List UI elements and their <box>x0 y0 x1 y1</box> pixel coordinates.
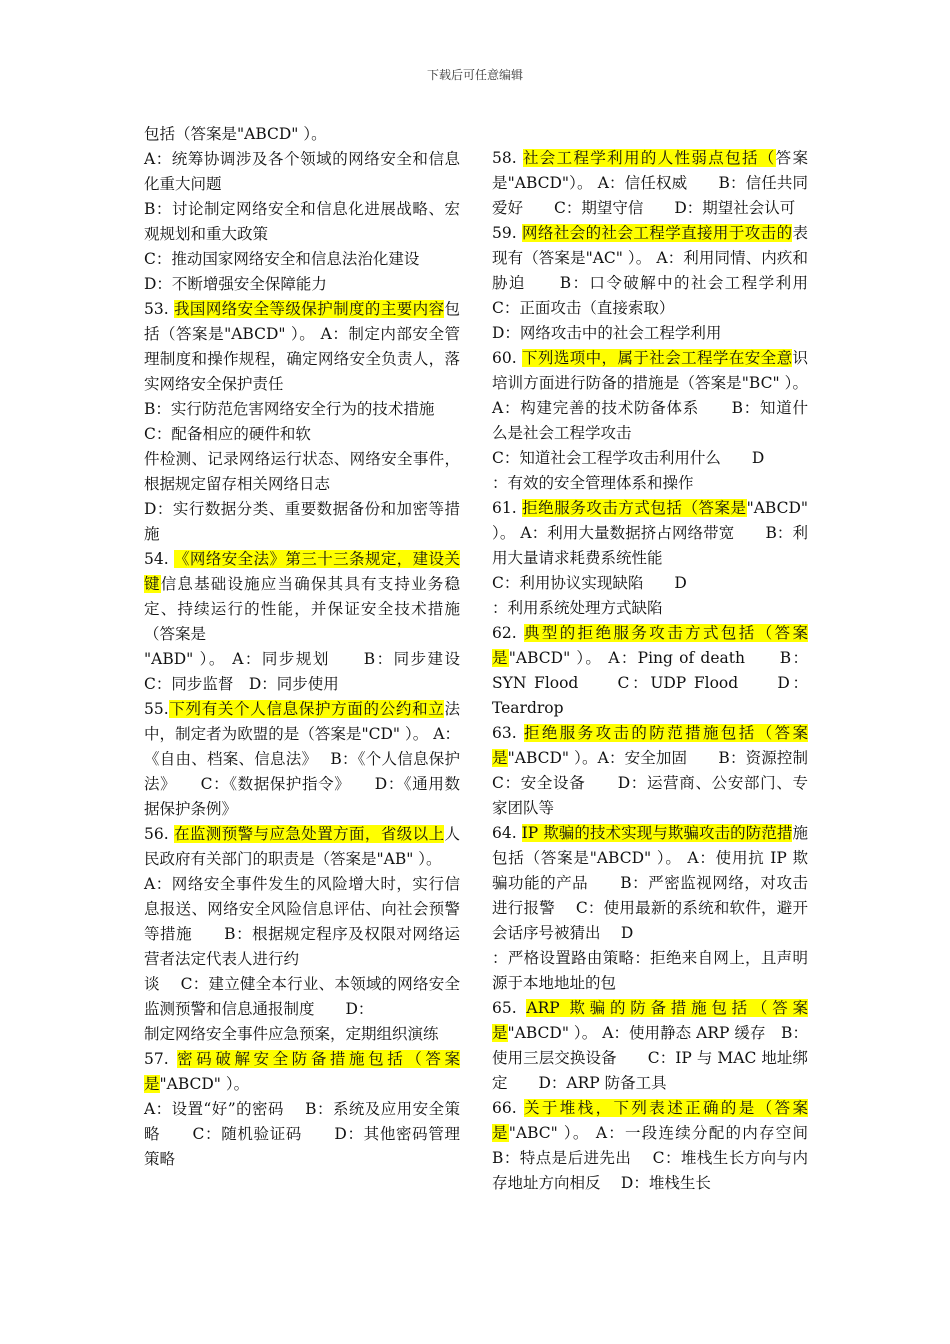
highlighted-question: 我国网络安全等级保护制度的主要内容 <box>174 300 445 318</box>
question-text: "ABCD" ）。 A：Ping of death B：SYN Flood C：UDP Flood D：Teardrop <box>492 649 808 717</box>
question-54 <box>144 547 460 647</box>
highlighted-question: 《网络安全法》第三十三条规定，建设关键 <box>144 550 460 593</box>
text-line: 制定网络安全事件应急预案，定期组织演练 <box>144 1025 439 1043</box>
text-line: C：利用协议实现缺陷 D <box>492 574 687 592</box>
question-number: 53. <box>144 300 174 318</box>
highlighted-question: IP 欺骗的技术实现与欺骗攻击的防范措 <box>521 824 793 842</box>
question-text: 信息基础设施应当确保其具有支持业务稳定、持续运行的性能，并保证安全技术措施（答案是 <box>144 575 460 643</box>
question-text: 识培训方面进行防备的措施是（答案是"BC" ）。 A：构建完善的技术防备体系 B：知道什么是社会工程学攻击 <box>492 349 808 442</box>
text-line: ：严格设置路由策略：拒绝来自网上，且声明源于本地地址的包 <box>492 949 808 992</box>
highlighted-question: 拒绝服务攻击方式包括（答案是 <box>522 499 747 517</box>
text-line: "ABD" ）。 A：同步规划 B：同步建设 C：同步监督 D：同步使用 <box>144 650 481 693</box>
question-text: "ABCD" ）。 A：利用大量数据挤占网络带宽 B：利用大量请求耗费系统性能 <box>492 499 809 567</box>
page-header: 下载后可任意编辑 <box>426 68 523 82</box>
question-number: 58. <box>492 149 523 167</box>
text-line: C：知道社会工程学攻击利用什么 D <box>492 449 765 467</box>
highlighted-question: 在监测预警与应急处置方面，省级以上 <box>174 825 445 843</box>
question-text: "ABCD" ）。A：安全加固 B：资源控制 C：安全设备 D：运营商、公安部门、专家团队等 <box>492 749 839 817</box>
text-line: ：利用系统处理方式缺陷 <box>492 599 663 617</box>
question-number: 59. <box>492 224 522 242</box>
question-55 <box>144 697 460 822</box>
question-number: 60. <box>492 349 522 367</box>
question-63 <box>492 721 839 821</box>
question-text: 答案是"ABCD"）。 A：信任权威 B：信任共同爱好 C：期望守信 D：期望社会认可 <box>492 149 808 217</box>
question-66 <box>492 1096 839 1196</box>
question-number: 62. <box>492 624 524 642</box>
left-column <box>144 122 481 1172</box>
text-line: A：设置“好”的密码 B：系统及应用安全策略 C：随机验证码 D：其他密码管理策略 <box>144 1100 460 1168</box>
text-line: 谈 C：建立健全本行业、本领域的网络安全监测预警和信息通报制度 D： <box>144 975 460 1018</box>
question-64 <box>492 821 808 946</box>
question-number: 66. <box>492 1099 524 1117</box>
question-65 <box>492 996 808 1096</box>
question-59 <box>492 221 840 321</box>
question-number: 54. <box>144 550 174 568</box>
question-number: 55. <box>144 700 169 718</box>
option-d: D：实行数据分类、重要数据备份和加密等措施 <box>144 500 460 543</box>
text-line: 包括（答案是"ABCD" ）。 <box>144 125 327 143</box>
question-60 <box>492 346 808 446</box>
question-number: 57. <box>144 1050 178 1068</box>
option-d: D：网络攻击中的社会工程学利用 <box>492 324 722 342</box>
option-c: C：配备相应的硬件和软 <box>144 425 311 443</box>
question-text: 人民政府有关部门的职责是（答案是"AB" ）。 <box>144 825 460 868</box>
question-text: "ABCD" ）。 <box>159 1075 250 1093</box>
question-text: 施包括（答案是"ABCD" ）。 A：使用抗 IP 欺骗功能的产品 B：严密监视网络，对攻击进行报警 C：使用最新的系统和软件，避开会话序号被猜出 D <box>492 824 808 942</box>
highlighted-question: 密码破解安全防备措施包括（答案是 <box>144 1050 460 1093</box>
question-56 <box>144 822 460 872</box>
question-number: 63. <box>492 724 524 742</box>
text-line: ：有效的安全管理体系和操作 <box>492 474 694 492</box>
question-61 <box>492 496 808 571</box>
question-57 <box>144 1047 460 1097</box>
question-text: 包括（答案是"ABCD" ）。 A：制定内部安全管理制度和操作规程，确定网络安全负责人，落实网络安全保护责任 <box>144 300 460 393</box>
highlighted-question: 典型的拒绝服务攻击方式包括（答案是 <box>492 624 808 667</box>
highlighted-question: 下列有关个人信息保护方面的公约和立 <box>168 700 445 718</box>
highlighted-question: 社会工程学利用的人性弱点包括（ <box>522 149 776 167</box>
highlighted-question: 拒绝服务攻击的防范措施包括（答案是 <box>492 724 808 767</box>
question-53 <box>144 297 460 397</box>
question-58 <box>492 146 808 221</box>
question-text: 表现有（答案是"AC" ）。 A：利用同情、内疚和胁迫 B：口令破解中的社会工程学利用 C：正面攻击（直接索取） <box>492 224 840 317</box>
highlighted-question: 下列选项中，属于社会工程学在安全意 <box>522 349 793 367</box>
option-b: B：实行防范危害网络安全行为的技术措施 <box>144 400 435 418</box>
question-number: 61. <box>492 499 523 517</box>
question-number: 64. <box>492 824 522 842</box>
question-62 <box>492 621 808 721</box>
option-a: A：统筹协调涉及各个领域的网络安全和信息化重大问题 <box>144 150 460 193</box>
text-line: A：网络安全事件发生的风险增大时，实行信息报送、网络安全风险信息评估、向社会预警等措施 B：根据规定程序及权限对网络运营者法定代表人进行约 <box>144 875 460 968</box>
right-column <box>492 146 840 1196</box>
text-line: 件检测、记录网络运行状态、网络安全事件，根据规定留存相关网络日志 <box>144 450 460 493</box>
option-b: B：讨论制定网络安全和信息化进展战略、宏观规划和重大政策 <box>144 200 460 243</box>
question-text: "ABCD" ）。 A：使用静态 ARP 缓存 B：使用三层交换设备 C：IP 与 MAC 地址绑定 D：ARP 防备工具 <box>492 1024 808 1092</box>
question-number: 65. <box>492 999 527 1017</box>
option-d: D：不断增强安全保障能力 <box>144 275 327 293</box>
highlighted-question: ARP 欺骗的防备措施包括（答案是 <box>492 999 808 1042</box>
question-text: 法中，制定者为欧盟的是（答案是"CD" ）。 A：《自由、档案、信息法》 B：《个人信息保护法》 C：《数据保护指令》 D：《通用数据保护条例》 <box>144 700 460 818</box>
option-c: C：推动国家网络安全和信息法治化建设 <box>144 250 420 268</box>
question-number: 56. <box>144 825 174 843</box>
highlighted-question: 网络社会的社会工程学直接用于攻击的 <box>522 224 793 242</box>
highlighted-question: 关于堆栈，下列表述正确的是（答案是 <box>492 1099 808 1142</box>
question-text: "ABC" ）。 A：一段连续分配的内存空间 B：特点是后进先出 C：堆栈生长方向与内存地址方向相反 D：堆栈生长 <box>492 1124 839 1192</box>
